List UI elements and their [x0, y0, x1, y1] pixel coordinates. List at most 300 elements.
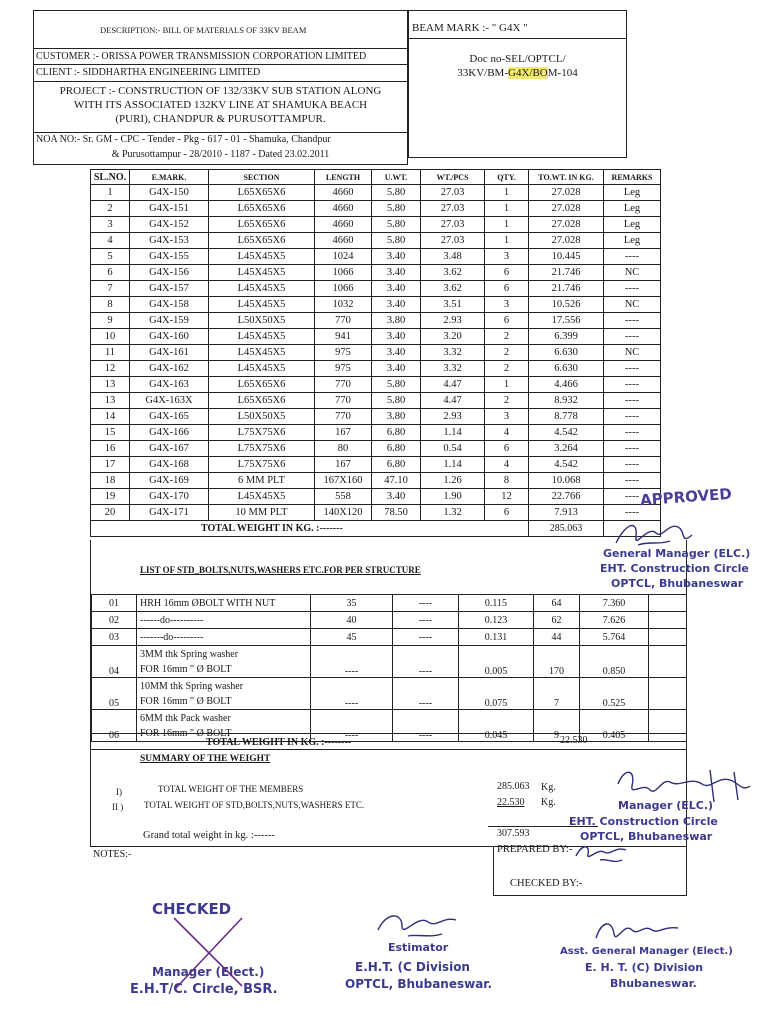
- bom-cell-qty: 2: [485, 393, 529, 409]
- bolt-description-line-1: HRH 16mm ØBOLT WITH NUT: [140, 597, 276, 609]
- bom-row: [91, 201, 661, 217]
- estimator-stamp-line-1: Estimator: [388, 941, 449, 954]
- summary-item1-value: 285.063: [497, 781, 530, 792]
- bom-cell-section: L65X65X6: [209, 233, 315, 249]
- bom-cell-e-mark: G4X-167: [130, 441, 209, 457]
- summary-item1-no: I): [116, 787, 122, 797]
- bom-cell-unit-weight: 3.40: [372, 281, 421, 297]
- notes-label: NOTES:-: [93, 849, 132, 860]
- bolt-cell-tot: 7.360: [580, 595, 649, 612]
- bom-cell-total-weight: 21.746: [529, 281, 604, 297]
- doc-no-line-1: Doc no-SEL/OPTCL/: [469, 53, 566, 65]
- bolt-cell-sl: 05: [92, 678, 137, 710]
- bolt-cell-qty: 7: [534, 678, 580, 710]
- bom-cell-qty: 1: [485, 377, 529, 393]
- bolt-cell-uwt: ----: [393, 646, 459, 678]
- bom-cell-section: L45X45X5: [209, 281, 315, 297]
- bom-cell-qty: 6: [485, 281, 529, 297]
- bom-cell-total-weight: 6.630: [529, 361, 604, 377]
- bom-cell-total-weight: 27.028: [529, 185, 604, 201]
- bom-cell-total-weight: 4.542: [529, 425, 604, 441]
- bom-cell-weight-per-pc: 3.48: [421, 249, 485, 265]
- bom-cell-total-weight: 21.746: [529, 265, 604, 281]
- col-weight-per-pc: WT./PCS: [421, 170, 485, 185]
- bolts-heading: LIST OF STD_BOLTS,NUTS,WASHERS ETC.FOR PER STRUCTURE: [140, 565, 421, 575]
- bom-cell-section: L65X65X6: [209, 201, 315, 217]
- bom-cell-section: 6 MM PLT: [209, 473, 315, 489]
- bolt-cell-len: 35: [311, 595, 393, 612]
- bom-cell-section: L45X45X5: [209, 345, 315, 361]
- bom-cell-sl-no: 17: [91, 457, 130, 473]
- footer-bottom-line: [493, 895, 686, 896]
- bom-cell-qty: 6: [485, 505, 529, 521]
- bom-cell-total-weight: 27.028: [529, 201, 604, 217]
- bolt-cell-remarks: [649, 595, 687, 612]
- bom-cell-remarks: ----: [604, 505, 661, 521]
- bom-cell-total-weight: 8.932: [529, 393, 604, 409]
- bom-cell-unit-weight: 3.40: [372, 249, 421, 265]
- bom-row: [91, 441, 661, 457]
- bom-row: [91, 409, 661, 425]
- bom-cell-e-mark: G4X-165: [130, 409, 209, 425]
- bolt-row: [92, 629, 687, 646]
- prepared-signature: [572, 838, 632, 868]
- bom-cell-section: L45X45X5: [209, 329, 315, 345]
- doc-no-prefix: 33KV/BM-: [457, 67, 509, 79]
- footer-divider: [493, 846, 494, 896]
- bom-cell-unit-weight: 3.40: [372, 265, 421, 281]
- bom-row: [91, 297, 661, 313]
- ehtc-stamp-line-2: E.H.T/C. Circle, BSR.: [130, 982, 278, 997]
- bolt-description-line-1: -------do---------: [140, 631, 204, 643]
- bolt-description-line-2: FOR 16mm " Ø BOLT: [140, 727, 232, 739]
- bolt-description-line-1: 3MM thk Spring washer: [140, 648, 239, 660]
- mgr-signature: [610, 762, 760, 807]
- summary-item2-value: 22.530: [497, 797, 525, 808]
- bom-cell-sl-no: 15: [91, 425, 130, 441]
- bom-cell-sl-no: 10: [91, 329, 130, 345]
- bom-cell-sl-no: 18: [91, 473, 130, 489]
- summary-item1-label: TOTAL WEIGHT OF THE MEMBERS: [158, 784, 304, 794]
- bom-cell-weight-per-pc: 27.03: [421, 217, 485, 233]
- bolt-cell-uwt: ----: [393, 710, 459, 742]
- bom-cell-total-weight: 10.445: [529, 249, 604, 265]
- bolts-table: [91, 594, 687, 742]
- bom-cell-remarks: Leg: [604, 185, 661, 201]
- bolt-cell-remarks: [649, 646, 687, 678]
- bolt-row: [92, 612, 687, 629]
- bolt-cell-uwt: ----: [393, 629, 459, 646]
- col-remarks: REMARKS: [604, 170, 661, 185]
- agm-stamp-line-3: Bhubaneswar.: [610, 977, 697, 990]
- bom-cell-total-weight: 17.556: [529, 313, 604, 329]
- gm-stamp-line-3: OPTCL, Bhubaneswar: [611, 577, 744, 590]
- bolt-description-line-1: ------do----------: [140, 614, 204, 626]
- bolt-cell-qty: 170: [534, 646, 580, 678]
- bolt-cell-tot: 0.850: [580, 646, 649, 678]
- bom-cell-e-mark: G4X-168: [130, 457, 209, 473]
- gm-stamp-line-1: General Manager (ELC.): [603, 547, 751, 560]
- grand-total-value: 307.593: [497, 828, 530, 839]
- bolt-cell-wpc: 0.115: [459, 595, 534, 612]
- bolt-cell-wpc: 0.005: [459, 646, 534, 678]
- bom-cell-length: 558: [315, 489, 372, 505]
- bom-cell-remarks: Leg: [604, 233, 661, 249]
- bom-cell-total-weight: 3.264: [529, 441, 604, 457]
- bom-cell-unit-weight: 3.80: [372, 313, 421, 329]
- bolt-cell-tot: 0.405: [580, 710, 649, 742]
- bom-cell-total-weight: 7.913: [529, 505, 604, 521]
- bolt-cell-sl: 06: [92, 710, 137, 742]
- bom-cell-unit-weight: 47.10: [372, 473, 421, 489]
- bom-cell-section: L75X75X6: [209, 441, 315, 457]
- bom-cell-e-mark: G4X-170: [130, 489, 209, 505]
- bom-cell-length: 167: [315, 457, 372, 473]
- bom-cell-length: 1066: [315, 281, 372, 297]
- bom-cell-weight-per-pc: 27.03: [421, 233, 485, 249]
- bom-cell-section: L65X65X6: [209, 377, 315, 393]
- bom-cell-qty: 1: [485, 217, 529, 233]
- bom-cell-sl-no: 8: [91, 297, 130, 313]
- bom-cell-section: L75X75X6: [209, 425, 315, 441]
- bolt-cell-sl: 03: [92, 629, 137, 646]
- bolt-cell-remarks: [649, 629, 687, 646]
- col-sl-no: SL.NO.: [91, 170, 130, 185]
- bom-cell-length: 4660: [315, 185, 372, 201]
- bom-cell-total-weight: 4.542: [529, 457, 604, 473]
- bom-cell-unit-weight: 3.40: [372, 489, 421, 505]
- bolt-cell-uwt: ----: [393, 678, 459, 710]
- bom-cell-unit-weight: 3.80: [372, 409, 421, 425]
- bom-cell-section: L65X65X6: [209, 217, 315, 233]
- bom-cell-qty: 6: [485, 313, 529, 329]
- bom-cell-sl-no: 13: [91, 377, 130, 393]
- bom-cell-total-weight: 4.466: [529, 377, 604, 393]
- bolt-cell-len: 40: [311, 612, 393, 629]
- noa-line-2: & Purusottampur - 28/2010 - 1187 - Dated 23.02.2011: [111, 149, 330, 160]
- bom-cell-length: 4660: [315, 233, 372, 249]
- bom-row: [91, 345, 661, 361]
- bom-cell-qty: 12: [485, 489, 529, 505]
- bom-cell-total-weight: 27.028: [529, 217, 604, 233]
- bolt-cell-tot: 5.764: [580, 629, 649, 646]
- doc-no-suffix: M-104: [547, 67, 578, 79]
- bom-cell-weight-per-pc: 3.62: [421, 281, 485, 297]
- mgr-stamp-line-3: OPTCL, Bhubaneswar: [580, 830, 713, 843]
- bom-cell-remarks: ----: [604, 329, 661, 345]
- bom-cell-unit-weight: 5.80: [372, 377, 421, 393]
- bom-cell-e-mark: G4X-155: [130, 249, 209, 265]
- bom-total-row: [91, 521, 661, 537]
- bom-cell-length: 1024: [315, 249, 372, 265]
- bolt-cell-uwt: ----: [393, 595, 459, 612]
- header-divider-4: [33, 132, 408, 133]
- bolt-cell-wpc: 0.131: [459, 629, 534, 646]
- bom-cell-qty: 2: [485, 361, 529, 377]
- bom-cell-sl-no: 13: [91, 393, 130, 409]
- bom-cell-length: 770: [315, 313, 372, 329]
- bom-cell-length: 975: [315, 345, 372, 361]
- bolt-row: [92, 595, 687, 612]
- estimator-stamp-line-3: OPTCL, Bhubaneswar.: [345, 977, 493, 991]
- bom-cell-section: L45X45X5: [209, 361, 315, 377]
- ehtc-stamp-line-1: Manager (Elect.): [152, 965, 265, 979]
- bom-cell-weight-per-pc: 2.93: [421, 313, 485, 329]
- bom-cell-unit-weight: 3.40: [372, 345, 421, 361]
- bom-cell-sl-no: 9: [91, 313, 130, 329]
- bom-cell-sl-no: 5: [91, 249, 130, 265]
- bom-cell-sl-no: 3: [91, 217, 130, 233]
- bom-cell-remarks: ----: [604, 377, 661, 393]
- bom-cell-e-mark: G4X-163X: [130, 393, 209, 409]
- noa-line-1: NOA NO:- Sr. GM - CPC - Tender - Pkg - 617 - 01 - Shamuka, Chandpur: [36, 134, 331, 145]
- bom-cell-section: 10 MM PLT: [209, 505, 315, 521]
- bom-cell-sl-no: 11: [91, 345, 130, 361]
- bom-cell-weight-per-pc: 3.32: [421, 361, 485, 377]
- bom-cell-total-weight: 10.068: [529, 473, 604, 489]
- bolt-description-line-2: FOR 16mm " Ø BOLT: [140, 663, 232, 675]
- bolt-cell-wpc: 0.045: [459, 710, 534, 742]
- bom-cell-qty: 3: [485, 249, 529, 265]
- bom-row: [91, 265, 661, 281]
- bom-row: [91, 361, 661, 377]
- bom-cell-remarks: ----: [604, 441, 661, 457]
- bolt-cell-qty: 64: [534, 595, 580, 612]
- bom-row: [91, 329, 661, 345]
- mgr-stamp-line-2: EHT. Construction Circle: [569, 815, 718, 828]
- checked-by: CHECKED BY:-: [510, 878, 583, 889]
- bom-cell-section: L45X45X5: [209, 249, 315, 265]
- bolt-cell-description: [137, 595, 311, 612]
- bom-row: [91, 457, 661, 473]
- bom-cell-remarks: ----: [604, 313, 661, 329]
- bom-cell-unit-weight: 3.40: [372, 297, 421, 313]
- bom-cell-weight-per-pc: 1.26: [421, 473, 485, 489]
- bom-cell-qty: 4: [485, 457, 529, 473]
- bom-cell-sl-no: 6: [91, 265, 130, 281]
- bom-cell-length: 770: [315, 377, 372, 393]
- bom-cell-total-weight: 6.630: [529, 345, 604, 361]
- bom-cell-weight-per-pc: 3.32: [421, 345, 485, 361]
- bom-cell-e-mark: G4X-159: [130, 313, 209, 329]
- bom-cell-sl-no: 19: [91, 489, 130, 505]
- approved-stamp: APPROVED: [639, 484, 733, 510]
- bom-row: [91, 377, 661, 393]
- bom-cell-length: 941: [315, 329, 372, 345]
- bom-cell-e-mark: G4X-166: [130, 425, 209, 441]
- bolts-body: [92, 595, 687, 742]
- bom-row: [91, 233, 661, 249]
- bolt-cell-description: [137, 612, 311, 629]
- bom-cell-unit-weight: 5.80: [372, 393, 421, 409]
- bom-cell-e-mark: G4X-157: [130, 281, 209, 297]
- bom-cell-section: L45X45X5: [209, 297, 315, 313]
- bom-cell-qty: 4: [485, 425, 529, 441]
- project-line-3: (PURI), CHANDPUR & PURUSOTTAMPUR.: [115, 113, 326, 125]
- bom-cell-e-mark: G4X-156: [130, 265, 209, 281]
- bom-cell-length: 4660: [315, 217, 372, 233]
- bom-cell-section: L45X45X5: [209, 489, 315, 505]
- doc-no-highlight: G4X/BO: [508, 67, 548, 79]
- bom-row: [91, 217, 661, 233]
- bolt-cell-remarks: [649, 612, 687, 629]
- bom-cell-sl-no: 7: [91, 281, 130, 297]
- bom-cell-total-weight: 10.526: [529, 297, 604, 313]
- bom-cell-remarks: NC: [604, 345, 661, 361]
- bom-cell-length: 4660: [315, 201, 372, 217]
- description: DESCRIPTION:- BILL OF MATERIALS OF 33KV BEAM: [100, 25, 307, 35]
- bom-cell-total-weight: 8.778: [529, 409, 604, 425]
- header-divider-3: [33, 81, 408, 82]
- doc-no-line-2: [408, 67, 627, 79]
- bolt-cell-sl: 01: [92, 595, 137, 612]
- bolt-row: [92, 646, 687, 678]
- bolt-cell-len: 45: [311, 629, 393, 646]
- bom-cell-sl-no: 1: [91, 185, 130, 201]
- bom-cell-sl-no: 14: [91, 409, 130, 425]
- bom-row: [91, 185, 661, 201]
- bolt-cell-qty: 62: [534, 612, 580, 629]
- bom-cell-weight-per-pc: 27.03: [421, 201, 485, 217]
- bolts-total-line: [90, 733, 686, 734]
- bom-cell-sl-no: 4: [91, 233, 130, 249]
- bom-cell-qty: 6: [485, 265, 529, 281]
- bom-cell-remarks: Leg: [604, 201, 661, 217]
- bolt-description-line-1: 10MM thk Spring washer: [140, 680, 244, 692]
- bom-header-row: [91, 170, 661, 185]
- bolt-cell-uwt: ----: [393, 612, 459, 629]
- bom-cell-unit-weight: 6.80: [372, 425, 421, 441]
- bolt-row: [92, 678, 687, 710]
- bolt-cell-description: [137, 646, 311, 678]
- bom-cell-remarks: ----: [604, 393, 661, 409]
- estimator-stamp-line-2: E.H.T. (C Division: [355, 960, 470, 974]
- bolt-row: [92, 710, 687, 742]
- col-total-weight: TO.WT. IN KG.: [529, 170, 604, 185]
- bom-cell-e-mark: G4X-171: [130, 505, 209, 521]
- bom-cell-length: 140X120: [315, 505, 372, 521]
- bom-cell-length: 80: [315, 441, 372, 457]
- bom-cell-total-weight: 27.028: [529, 233, 604, 249]
- bom-cell-e-mark: G4X-150: [130, 185, 209, 201]
- summary-unit-1: Kg.: [541, 782, 556, 793]
- bolt-cell-tot: 0.525: [580, 678, 649, 710]
- prepared-by: PREPARED BY:-: [497, 844, 573, 855]
- bolt-cell-remarks: [649, 710, 687, 742]
- summary-unit-2: Kg.: [541, 797, 556, 808]
- bom-cell-remarks: ----: [604, 425, 661, 441]
- bom-cell-weight-per-pc: 1.32: [421, 505, 485, 521]
- bom-cell-e-mark: G4X-160: [130, 329, 209, 345]
- bom-cell-length: 1066: [315, 265, 372, 281]
- checked-cross: [168, 912, 248, 992]
- bom-cell-weight-per-pc: 1.14: [421, 425, 485, 441]
- bom-cell-section: L65X65X6: [209, 185, 315, 201]
- bom-cell-unit-weight: 6.80: [372, 441, 421, 457]
- agm-signature: [592, 912, 682, 952]
- bom-cell-weight-per-pc: 0.54: [421, 441, 485, 457]
- bom-cell-weight-per-pc: 3.20: [421, 329, 485, 345]
- bom-cell-weight-per-pc: 3.51: [421, 297, 485, 313]
- mgr-stamp-line-1: Manager (ELC.): [618, 799, 714, 812]
- bom-total-value: 285.063: [529, 521, 604, 537]
- header-divider-2: [33, 64, 408, 65]
- bom-cell-weight-per-pc: 4.47: [421, 393, 485, 409]
- bom-cell-sl-no: 2: [91, 201, 130, 217]
- bom-cell-total-weight: 6.399: [529, 329, 604, 345]
- bom-cell-remarks: ----: [604, 249, 661, 265]
- bom-row: [91, 249, 661, 265]
- beam-mark: BEAM MARK :- " G4X ": [412, 22, 528, 34]
- bolt-cell-description: [137, 678, 311, 710]
- gm-signature: [608, 515, 698, 555]
- bom-cell-remarks: ----: [604, 361, 661, 377]
- bom-cell-unit-weight: 78.50: [372, 505, 421, 521]
- bom-cell-section: L50X50X5: [209, 409, 315, 425]
- bolt-cell-description: [137, 629, 311, 646]
- bom-cell-qty: 2: [485, 345, 529, 361]
- bom-cell-weight-per-pc: 2.93: [421, 409, 485, 425]
- bom-cell-sl-no: 16: [91, 441, 130, 457]
- bom-body: [91, 185, 661, 521]
- bom-cell-length: 770: [315, 393, 372, 409]
- col-unit-weight: U.WT.: [372, 170, 421, 185]
- bom-cell-length: 975: [315, 361, 372, 377]
- bom-cell-weight-per-pc: 3.62: [421, 265, 485, 281]
- bom-cell-weight-per-pc: 4.47: [421, 377, 485, 393]
- bolt-cell-len: ----: [311, 678, 393, 710]
- bom-cell-length: 167: [315, 425, 372, 441]
- bom-row: [91, 425, 661, 441]
- bolts-total-line-2: [90, 749, 686, 750]
- bom-cell-remarks: NC: [604, 297, 661, 313]
- client: CLIENT :- SIDDHARTHA ENGINEERING LIMITED: [36, 67, 261, 78]
- bom-cell-unit-weight: 5.80: [372, 185, 421, 201]
- agm-stamp-line-2: E. H. T. (C) Division: [585, 961, 704, 974]
- bom-cell-section: L75X75X6: [209, 457, 315, 473]
- estimator-signature: [372, 906, 462, 946]
- bom-cell-weight-per-pc: 1.14: [421, 457, 485, 473]
- bom-cell-unit-weight: 3.40: [372, 361, 421, 377]
- bom-cell-remarks: ----: [604, 457, 661, 473]
- bom-cell-e-mark: G4X-158: [130, 297, 209, 313]
- bom-cell-e-mark: G4X-169: [130, 473, 209, 489]
- bom-cell-weight-per-pc: 1.90: [421, 489, 485, 505]
- bom-cell-qty: 6: [485, 441, 529, 457]
- bom-cell-sl-no: 20: [91, 505, 130, 521]
- bom-cell-unit-weight: 5.80: [372, 201, 421, 217]
- customer: CUSTOMER :- ORISSA POWER TRANSMISSION CORPORATION LIMITED: [36, 51, 367, 62]
- bom-cell-e-mark: G4X-153: [130, 233, 209, 249]
- bolt-cell-len: ----: [311, 710, 393, 742]
- bom-cell-e-mark: G4X-162: [130, 361, 209, 377]
- beam-mark-divider: [408, 38, 627, 39]
- bom-cell-section: L45X45X5: [209, 265, 315, 281]
- bom-cell-section: L50X50X5: [209, 313, 315, 329]
- bolt-cell-remarks: [649, 678, 687, 710]
- bom-cell-weight-per-pc: 27.03: [421, 185, 485, 201]
- bom-cell-unit-weight: 5.80: [372, 233, 421, 249]
- agm-stamp-line-1: Asst. General Manager (Elect.): [560, 946, 733, 957]
- bolts-total-label: TOTAL WEIGHT IN KG. :--------: [206, 737, 352, 748]
- bom-cell-unit-weight: 3.40: [372, 329, 421, 345]
- bom-row: [91, 393, 661, 409]
- bom-cell-remarks: Leg: [604, 217, 661, 233]
- bom-row: [91, 473, 661, 489]
- col-e-mark: E.MARK.: [130, 170, 209, 185]
- bom-cell-remarks: ----: [604, 409, 661, 425]
- bolt-cell-sl: 02: [92, 612, 137, 629]
